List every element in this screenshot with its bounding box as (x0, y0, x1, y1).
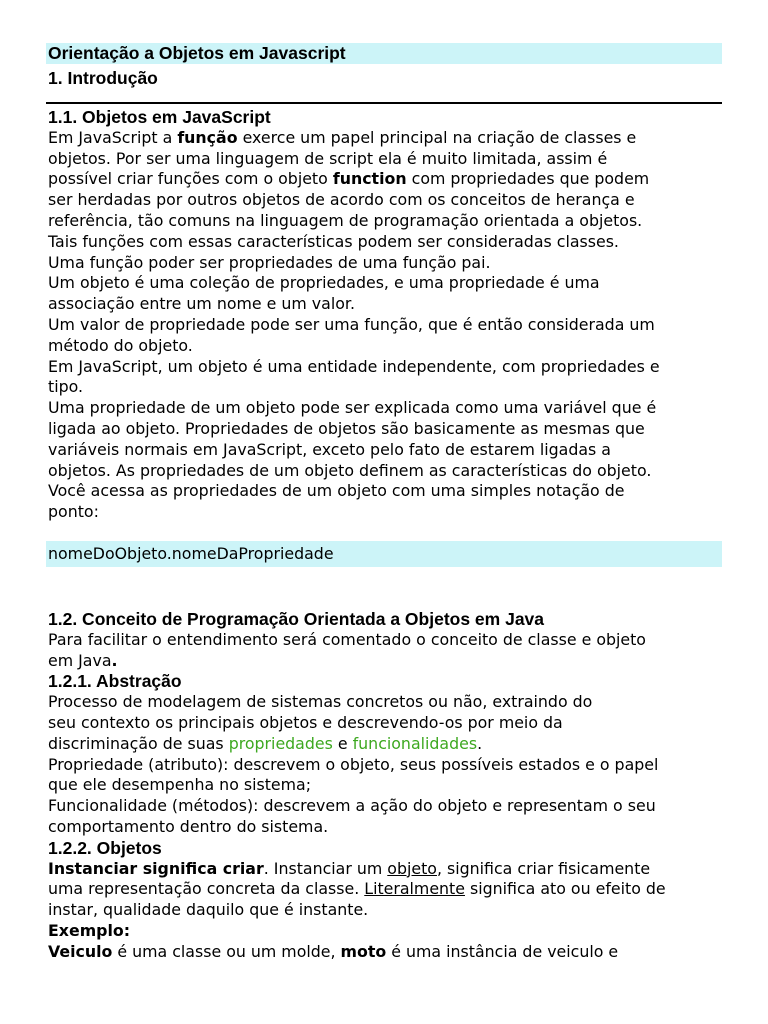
section-1-2-1-heading: 1.2.1. Abstração (48, 671, 182, 692)
paragraph-line: método do objeto. (48, 335, 193, 355)
paragraph-line: instar, qualidade daquilo que é instante. (48, 900, 369, 920)
title-banner (46, 43, 722, 64)
paragraph-line: objetos. Por ser uma linguagem de script ela é muito limitada, assim é (48, 148, 608, 168)
paragraph-line: Para facilitar o entendimento será comentado o conceito de classe e objeto (48, 629, 646, 649)
bold-term: função (177, 127, 238, 147)
text-span: exerce um papel principal na criação de classes e (237, 127, 637, 147)
highlight-funcionalidades: funcionalidades (352, 733, 478, 753)
paragraph-line (46, 169, 722, 190)
document-title: Orientação a Objetos em Javascript (48, 43, 346, 63)
paragraph-line: objetos. As propriedades de um objeto definem as características do objeto. (48, 460, 652, 480)
paragraph-line: comportamento dentro do sistema. (48, 816, 329, 836)
paragraph-line: variáveis normais em JavaScript, exceto pelo fato de estarem ligadas a (48, 439, 611, 459)
paragraph-line (46, 879, 722, 900)
bold-term: moto (340, 941, 387, 961)
text-span: Em JavaScript a (48, 127, 178, 147)
paragraph-line (46, 942, 722, 963)
section-1-2-2-heading: 1.2.2. Objetos (48, 837, 162, 858)
paragraph-line: Você acessa as propriedades de um objeto com uma simples notação de (48, 481, 625, 501)
section-1-2-heading: 1.2. Conceito de Programação Orientada a Objetos em Java (48, 608, 545, 629)
section-1-heading: 1. Introdução (48, 68, 158, 88)
paragraph-line: Um valor de propriedade pode ser uma função, que é então considerada um (48, 314, 655, 334)
example-label: Exemplo: (48, 920, 131, 940)
paragraph-line (46, 734, 722, 755)
text-span: é uma classe ou um molde, (112, 941, 341, 961)
text-span: . (477, 733, 483, 753)
paragraph-line (46, 859, 722, 880)
highlight-propriedades: propriedades (228, 733, 333, 753)
text-span: e (332, 733, 353, 753)
section-1-1-heading: 1.1. Objetos em JavaScript (48, 107, 271, 127)
bold-term: Instanciar significa criar (48, 858, 264, 878)
text-span: , significa criar fisicamente (436, 858, 651, 878)
text-span: discriminação de suas (48, 733, 229, 753)
text-span: . Instanciar um (263, 858, 388, 878)
bold-term: Veiculo (48, 941, 113, 961)
underlined-term: objeto (387, 858, 437, 878)
text-span: . (111, 650, 118, 670)
text-span: com propriedades que podem (406, 169, 650, 189)
text-span: uma representação concreta da classe. (48, 879, 365, 899)
paragraph-line: associação entre um nome e um valor. (48, 294, 355, 314)
document-page (46, 43, 722, 962)
horizontal-rule (46, 102, 722, 104)
paragraph-line: tipo. (48, 377, 84, 397)
paragraph-line: ligada ao objeto. Propriedades de objetos são basicamente as mesmas que (48, 418, 645, 438)
paragraph-line: que ele desempenha no sistema; (48, 775, 312, 795)
code-example-banner (46, 541, 722, 567)
paragraph-line (46, 651, 722, 672)
text-span: é uma instância de veiculo e (386, 941, 619, 961)
paragraph-line: Uma função poder ser propriedades de uma função pai. (48, 252, 491, 272)
paragraph-line: ponto: (48, 502, 99, 522)
paragraph-line (46, 921, 722, 942)
paragraph-line: Uma propriedade de um objeto pode ser explicada como uma variável que é (48, 398, 657, 418)
text-span: em Java (48, 650, 112, 670)
paragraph-line (46, 128, 722, 149)
paragraph-line: Em JavaScript, um objeto é uma entidade independente, com propriedades e (48, 356, 660, 376)
paragraph-line: seu contexto os principais objetos e descrevendo-os por meio da (48, 712, 563, 732)
text-span: significa ato ou efeito de (464, 879, 666, 899)
paragraph-line: Um objeto é uma coleção de propriedades, e uma propriedade é uma (48, 273, 600, 293)
code-example: nomeDoObjeto.nomeDaPropriedade (48, 543, 334, 563)
paragraph-line: Funcionalidade (métodos): descrevem a ação do objeto e representam o seu (48, 796, 656, 816)
paragraph-line: Propriedade (atributo): descrevem o objeto, seus possíveis estados e o papel (48, 754, 659, 774)
paragraph-line: ser herdadas por outros objetos de acordo com os conceitos de herança e (48, 190, 635, 210)
paragraph-line: referência, tão comuns na linguagem de programação orientada a objetos. (48, 210, 643, 230)
paragraph-line: Processo de modelagem de sistemas concretos ou não, extraindo do (48, 692, 593, 712)
paragraph-line: Tais funções com essas características podem ser consideradas classes. (48, 231, 619, 251)
text-span: possível criar funções com o objeto (48, 169, 333, 189)
underlined-term: Literalmente (364, 879, 465, 899)
bold-term: function (332, 169, 407, 189)
section-1-1-body (46, 128, 722, 523)
